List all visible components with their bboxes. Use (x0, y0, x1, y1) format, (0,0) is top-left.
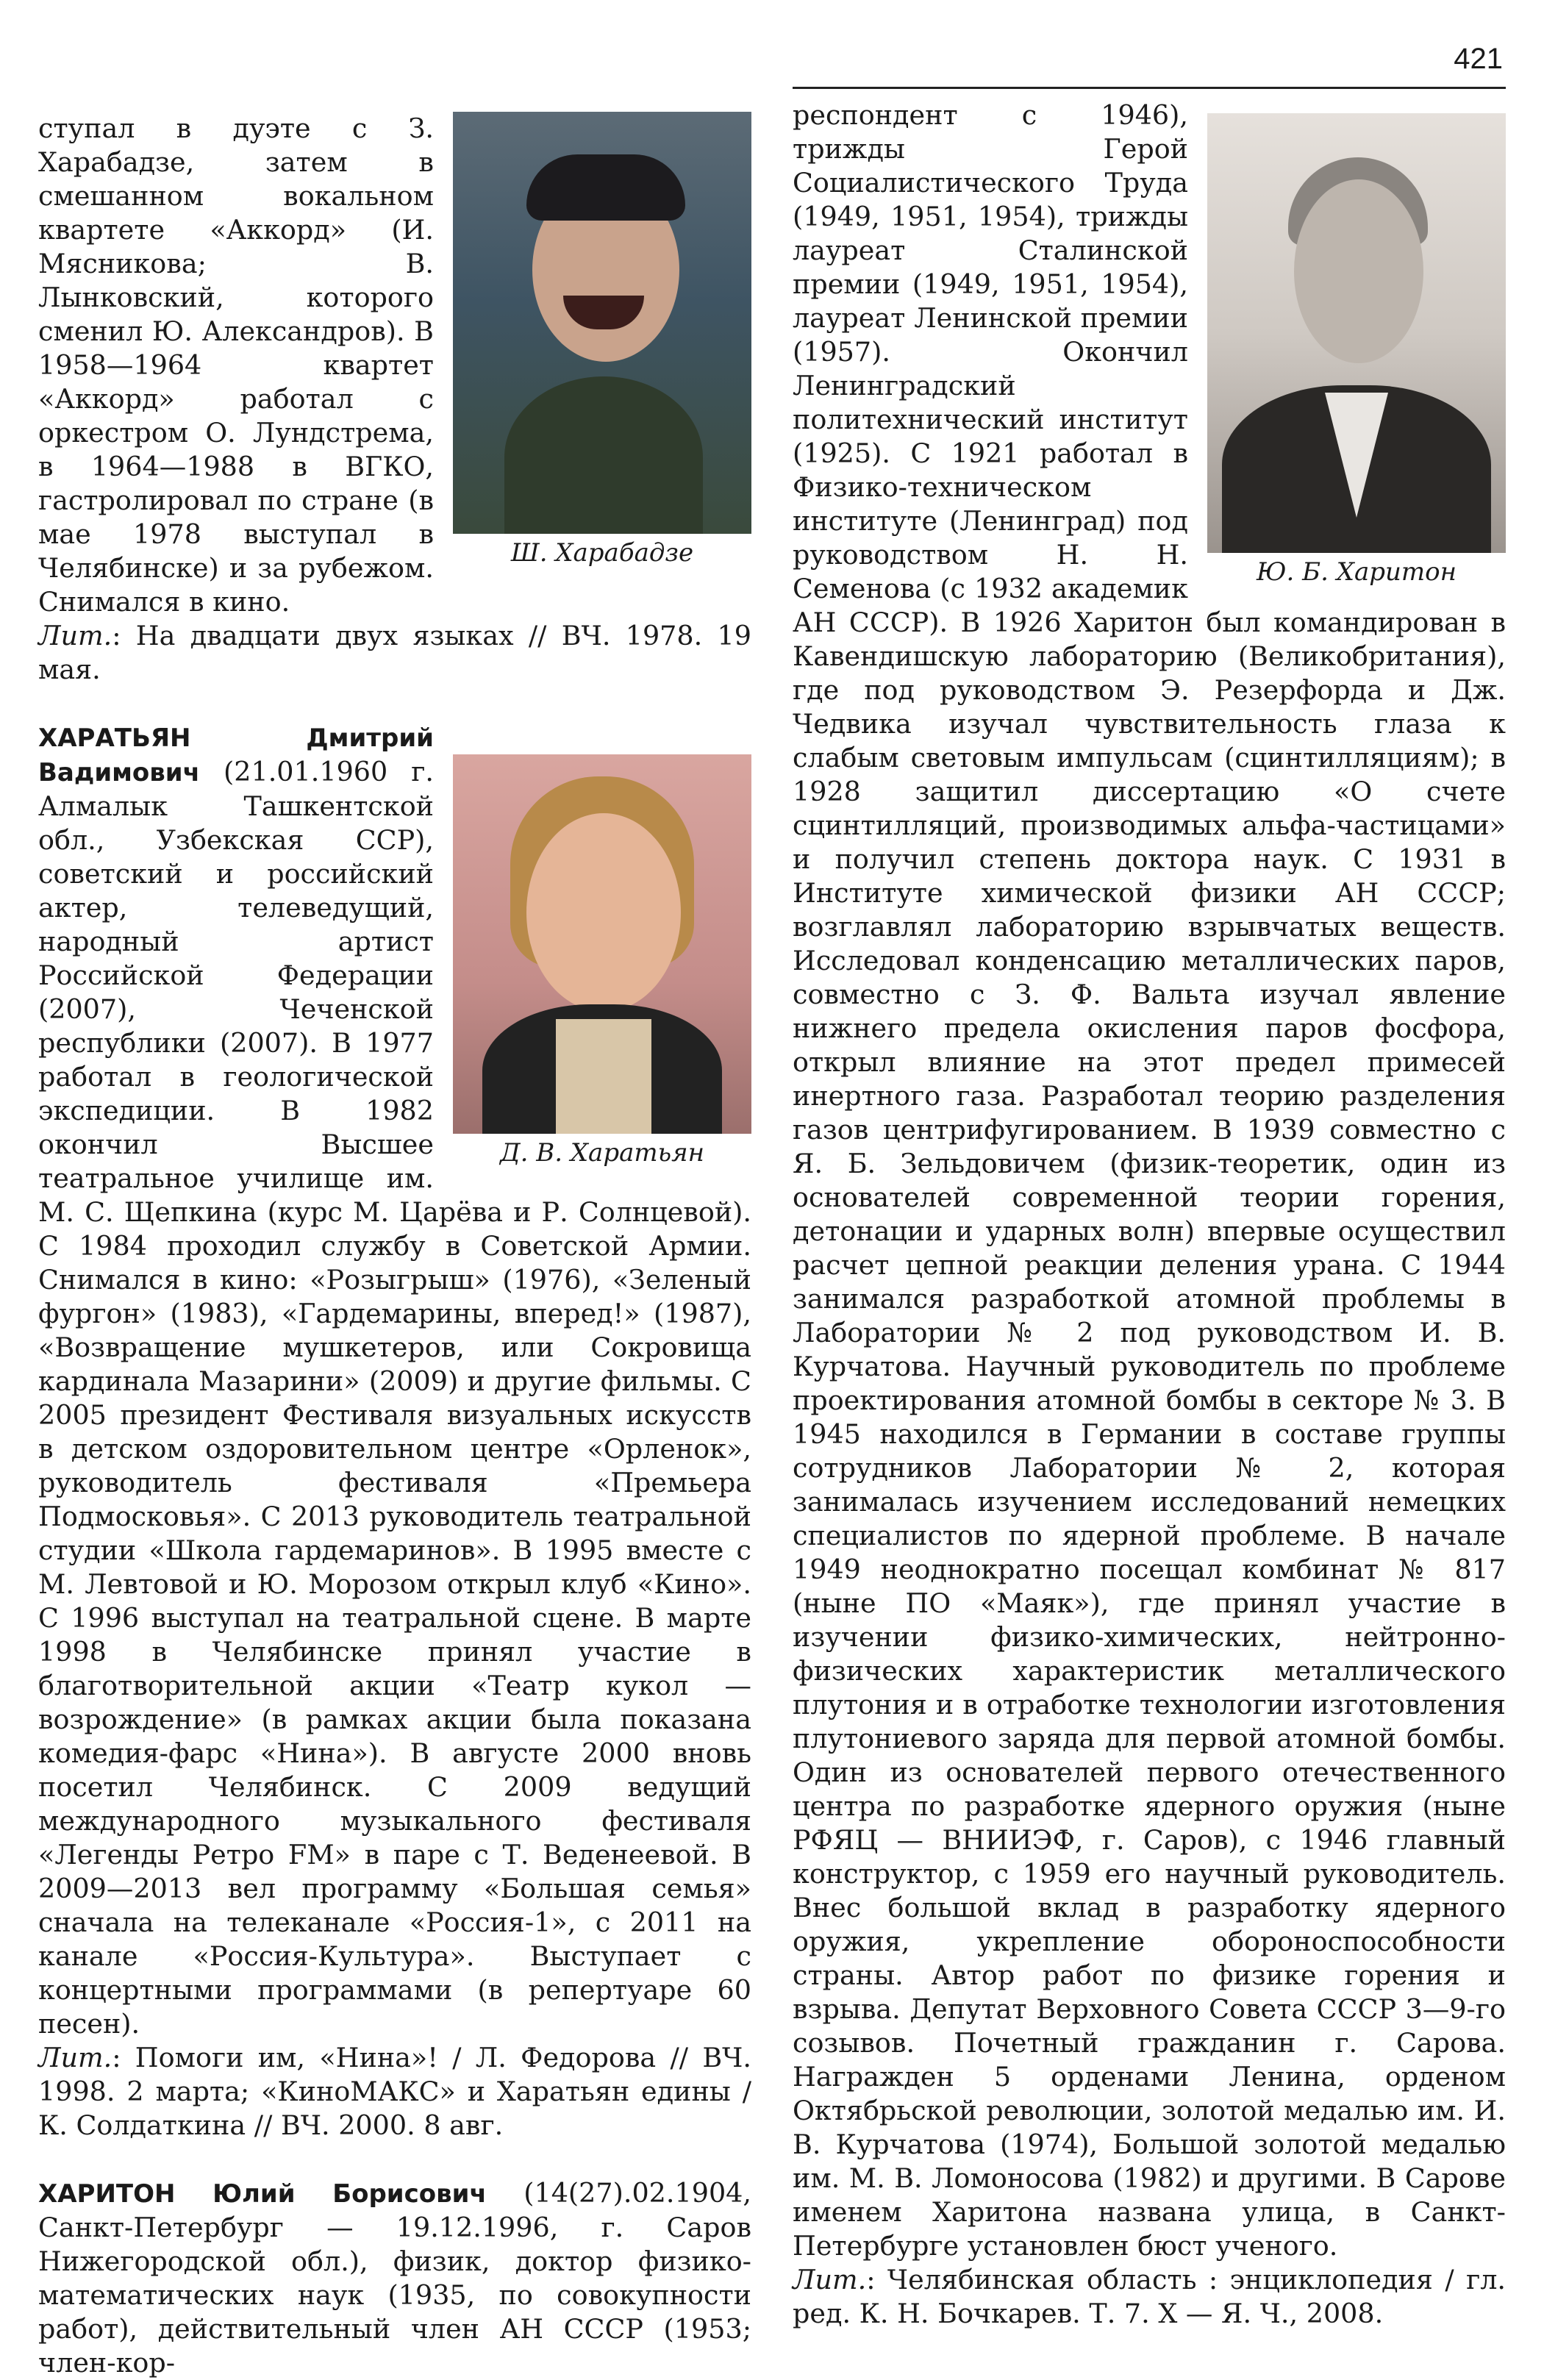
photo-khariton-caption: Ю. Б. Харитон (1256, 557, 1457, 587)
photo-kharatyan (453, 754, 751, 1134)
lit-label: Лит. (38, 620, 112, 651)
right-column (793, 99, 1506, 2331)
entry-khariton-text: (14(27).02.1904, Санкт-Петербург — 19.12.1996, г. Саров Нижегородской обл.), физик, доктор физико-математических наук (1935, по совокупности работ), действительный член АН СССР (1953; член-кор- (38, 2177, 751, 2379)
lit-text: : На двадцати двух языках // ВЧ. 1978. 19 мая. (38, 620, 751, 685)
photo-kharatyan-figure (453, 754, 751, 1169)
lit-text: : Помоги им, «Нина»! / Л. Федорова // ВЧ. 1998. 2 марта; «КиноМАКС» и Харатьян едины / К. Солдаткина // ВЧ. 2000. 8 авг. (38, 2042, 751, 2141)
spacer (38, 2143, 751, 2176)
continued-text: ступал в дуэте с З. Харабадзе, затем в смешанном вокальном квартете «Аккорд» (И. Мясникова; В. Лынковский, которого сменил Ю. Александров). В 1958—1964 квартет «Аккорд» работал с оркестром О. Лундстрема, в 1964—1988 в ВГКО, гастролировал по стране (в мае 1978 выступал в Челябинске) и за рубежом. Снимался в кино. (38, 112, 434, 618)
photo-kharabadze-figure (453, 112, 751, 569)
entry-khariton-continued: респондент с 1946), трижды Герой Социалистического Труда (1949, 1951, 1954), трижды лауреат Сталинской премии (1949, 1951, 1954), лауреат Ленинской премии (1957). Окончил Ленинградский политехнический институт (1925). С 1921 работал в Физико-техническом институте (Ленинград) под руководством Н. Н. Семенова (с 1932 академик АН СССР). В 1926 Харитон был командирован в Кавендишскую лабораторию (Великобритания), где под руководством Э. Резерфорда и Дж. Чедвика изучал чувствительность глаза к слабым световым импульсам (сцинтилляциям); в 1928 защитил диссертацию «О счете сцинтилляций, производимых альфа-частицами» и получил степень доктора наук. С 1931 в Институте химической физики АН СССР; возглавлял лабораторию взрывчатых веществ. Исследовал конденсацию металлических паров, совместно с З. Ф. Вальта изучал явление нижнего предела окисления паров фосфора, открыл влияние на этот предел примесей инертного газа. Разработал теорию разделения газов центрифугированием. В 1939 совместно с Я. Б. Зельдовичем (физик-теоретик, один из основателей современной теории горения, детонации и ударных волн) впервые осуществил расчет цепной реакции деления урана. С 1944 занимался разработкой атомной проблемы в Лаборатории № 2 под руководством И. В. Курчатова. Научный руководитель по проблеме проектирования атомной бомбы в секторе № 3. В 1945 находился в Германии в составе группы сотрудников Лаборатории № 2, которая занималась изучением исследований немецких специалистов по ядерной проблеме. В начале 1949 неоднократно посещал комбинат № 817 (ныне ПО «Маяк»), где принял участие в изучении физико-химических, нейтронно-физических характеристик металлического плутония и в отработке технологии изготовления плутониевого заряда для первой атомной бомбы. Один из основателей первого отечественного центра по разработке ядерного оружия (ныне РФЯЦ — ВНИИЭФ, г. Саров), с 1946 главный конструктор, с 1959 его научный руководитель. Внес большой вклад в разработку ядерного оружия, укрепление обороноспособности страны. Автор работ по физике горения и взрыва. Депутат Верховного Совета СССР 3—9-го созывов. Почетный гражданин г. Сарова. Награжден 5 орденами Ленина, орденом Октябрьской революции, золотой медалью им. И. В. Курчатова (1974), Большой золотой медалью им. М. В. Ломоносова (1982) и другими. В Сарове именем Харитона названа улица, в Санкт-Петербурге установлен бюст ученого. (793, 99, 1506, 2262)
photo-khariton (1207, 113, 1506, 553)
entry-khariton (38, 2176, 751, 2380)
left-column (38, 112, 751, 2380)
lit-label: Лит. (38, 2042, 112, 2073)
lit-label: Лит. (793, 2264, 867, 2295)
spacer (38, 687, 751, 721)
entry-khariton-literature (793, 2263, 1506, 2331)
photo-khariton-figure (1207, 113, 1506, 588)
entry-khariton-headword: ХАРИТОН Юлий Борисович (38, 2179, 487, 2209)
continued-literature (38, 619, 751, 687)
page-number: 421 (1454, 43, 1503, 75)
header-rule (793, 87, 1506, 89)
entry-kharatyan-headword: ХАРАТЬЯН Дмитрий Вадимович (38, 723, 434, 787)
entry-kharatyan-literature (38, 2041, 751, 2143)
photo-kharatyan-caption: Д. В. Харатьян (499, 1138, 705, 1168)
photo-kharabadze (453, 112, 751, 534)
lit-text: : Челябинская область : энциклопедия / гл. ред. К. Н. Бочкарев. Т. 7. Х — Я. Ч., 2008. (793, 2264, 1506, 2329)
photo-kharabadze-caption: Ш. Харабадзе (510, 538, 694, 568)
entry-kharatyan-text: (21.01.1960 г. Алмалык Ташкентской обл., Узбекская ССР), советский и российский актер, телеведущий, народный артист Российской Федерации (2007), Чеченской республики (2007). В 1977 работал в геологической экспедиции. В 1982 окончил Высшее театральное училище им. М. С. Щепкина (курс М. Царёва и Р. Солнцевой). С 1984 проходил службу в Советской Армии. Снимался в кино: «Розыгрыш» (1976), «Зеленый фургон» (1983), «Гардемарины, вперед!» (1987), «Возвращение мушкетеров, или Сокровища кардинала Мазарини» (2009) и другие фильмы. С 2005 президент Фестиваля визуальных искусств в детском оздоровительном центре «Орленок», руководитель фестиваля «Премьера Подмосковья». С 2013 руководитель театральной студии «Школа гардемаринов». В 1995 вместе с М. Левтовой и Ю. Морозом открыл клуб «Кино». С 1996 выступал на театральной сцене. В марте 1998 в Челябинске принял участие в благотворительной акции «Театр кукол — возрождение» (в рамках акции была показана комедия-фарс «Нина»). В августе 2000 вновь посетил Челябинск. С 2009 ведущий международного музыкального фестиваля «Легенды Ретро FM» в паре с Т. Веденеевой. В 2009—2013 вел программу «Большая семья» сначала на телеканале «Россия-1», с 2011 на канале «Россия-Культура». Выступает с концертными программами (в репертуаре 60 песен). (38, 756, 751, 2040)
